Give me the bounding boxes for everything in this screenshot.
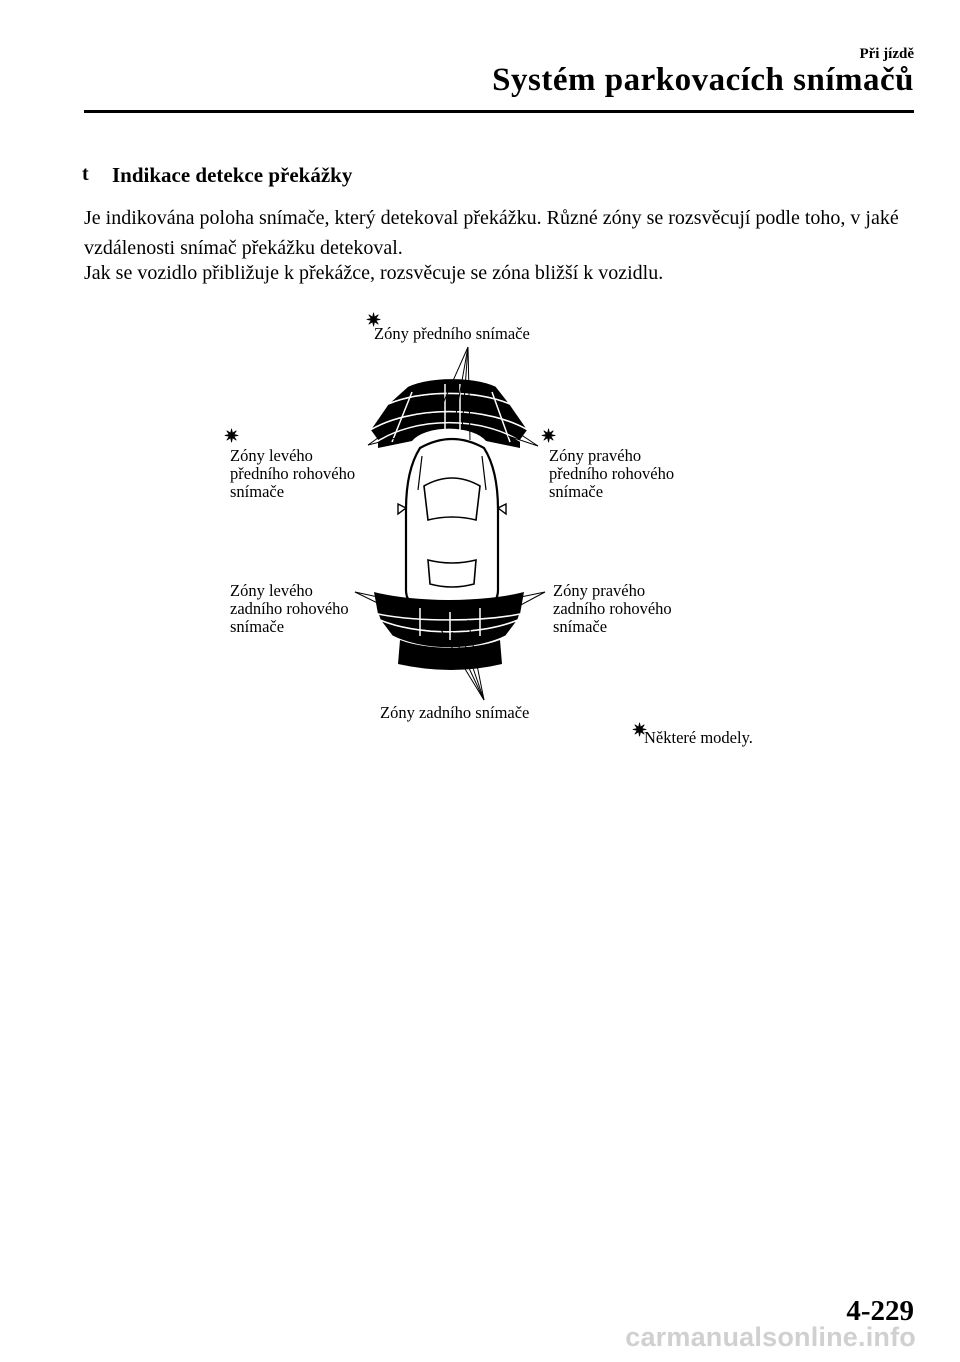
- rear-right-label-line1: Zóny pravého: [553, 581, 646, 600]
- page-title: Systém parkovacích snímačů: [492, 62, 914, 98]
- rear-left-label-line3: snímače: [230, 617, 285, 636]
- car-top-view: [398, 439, 506, 606]
- front-left-label-line1: Zóny levého: [230, 446, 313, 465]
- body-paragraph-1: Je indikována poloha snímače, který detekoval překážku. Různé zóny se rozsvěcují podle toho, v jaké vzdálenosti snímač překážku detekoval.: [84, 207, 899, 259]
- section-title: Indikace detekce překážky: [112, 163, 353, 187]
- front-left-label-line2: předního rohového: [230, 464, 356, 483]
- body-paragraph-2: Jak se vozidlo přibližuje k překážce, rozsvěcuje se zóna bližší k vozidlu.: [84, 262, 664, 284]
- front-right-label-line3: snímače: [549, 482, 604, 501]
- rear-left-label-line1: Zóny levého: [230, 581, 313, 600]
- front-right-star-icon: ✷: [541, 426, 557, 446]
- front-right-label-line1: Zóny pravého: [549, 446, 642, 465]
- front-zones-label: Zóny předního snímače: [374, 324, 530, 343]
- front-left-star-icon: ✷: [224, 426, 240, 446]
- rear-left-label-line2: zadního rohového: [230, 599, 349, 618]
- chapter-label: Při jízdě: [859, 46, 914, 62]
- rear-zones-label: Zóny zadního snímače: [380, 703, 530, 722]
- footnote-star-icon: ✷: [632, 720, 648, 740]
- page-number: 4-229: [846, 1295, 914, 1327]
- front-left-label-line3: snímače: [230, 482, 285, 501]
- rear-sensor-zones: [374, 592, 524, 670]
- rear-right-label-line2: zadního rohového: [553, 599, 672, 618]
- footnote-text: Některé modely.: [644, 728, 753, 747]
- front-right-label-line2: předního rohového: [549, 464, 675, 483]
- watermark-text: carmanualsonline.info: [625, 1322, 916, 1352]
- rear-right-label-line3: snímače: [553, 617, 608, 636]
- front-zones-star-icon: ✷: [366, 310, 382, 330]
- section-bullet: t: [82, 163, 89, 185]
